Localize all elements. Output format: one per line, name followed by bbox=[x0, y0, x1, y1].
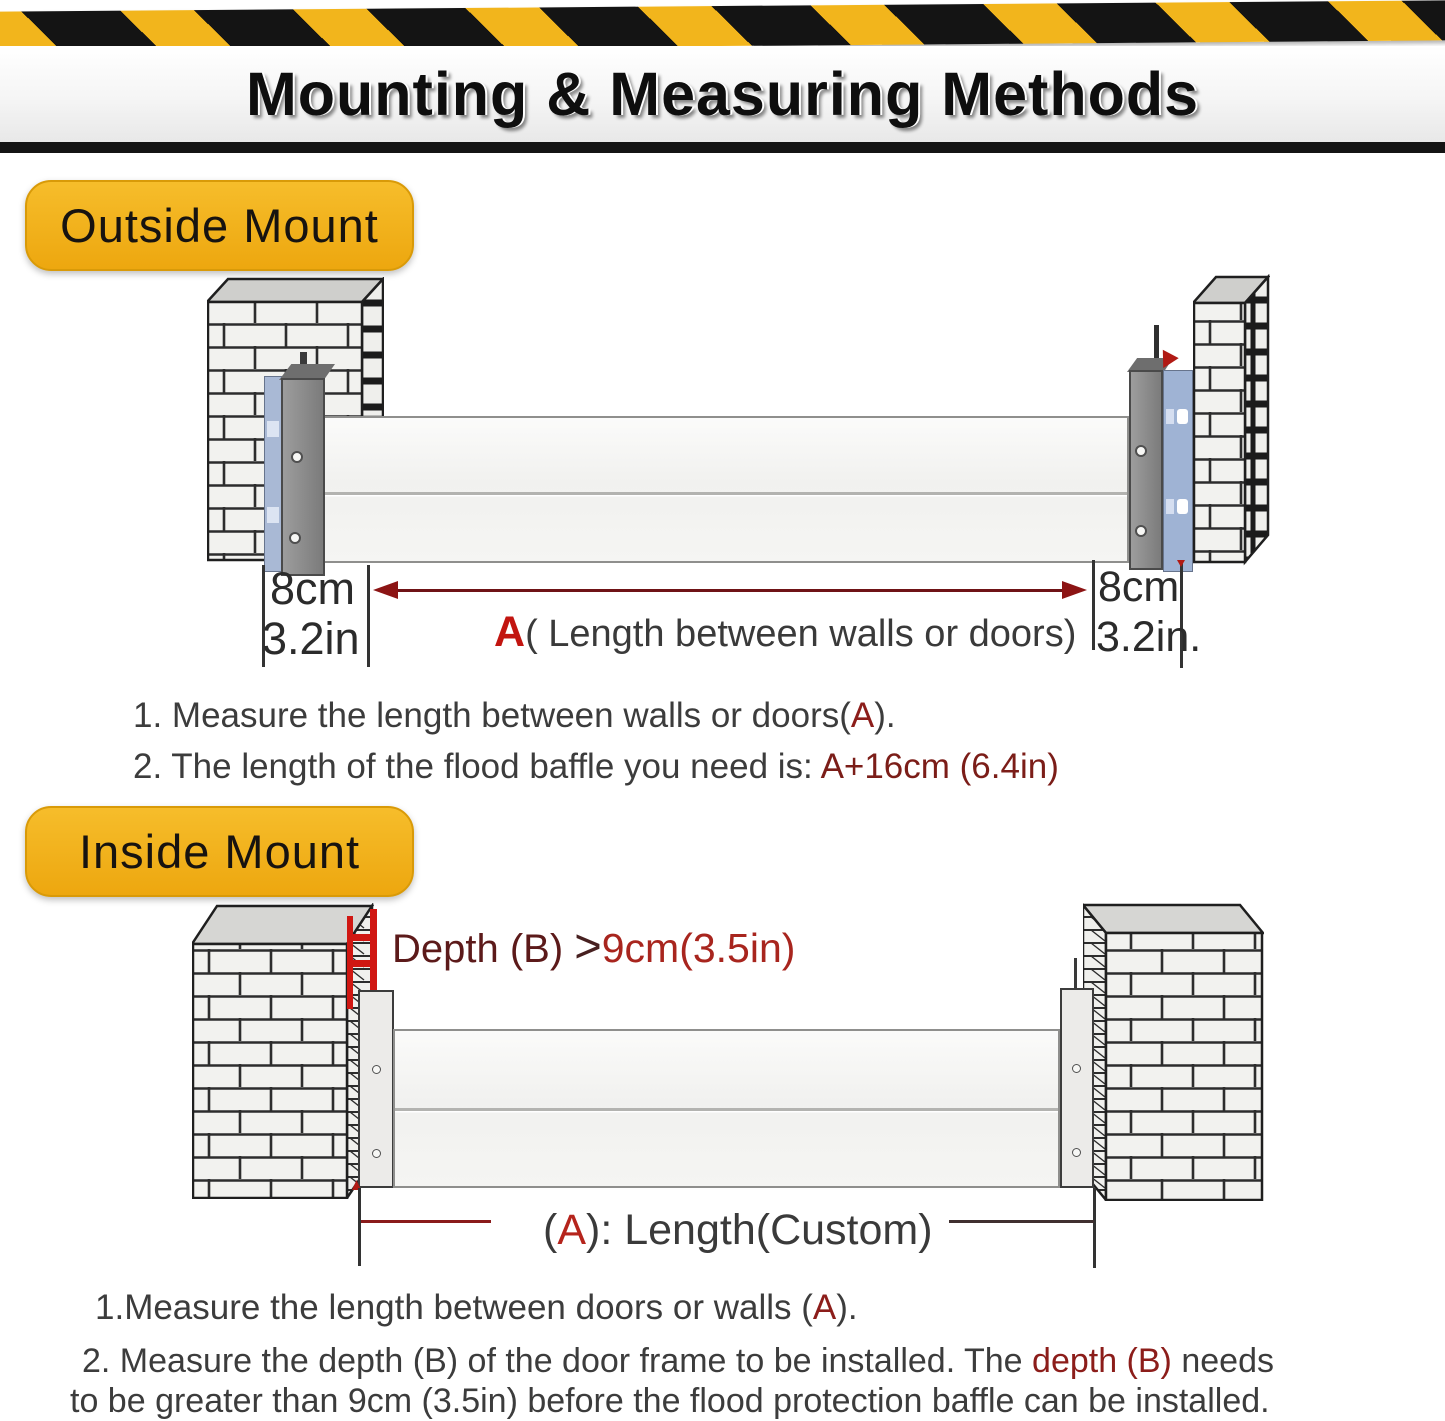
dim-tick bbox=[1093, 1188, 1096, 1268]
seal-pad bbox=[267, 421, 279, 437]
cap-pin-right bbox=[1074, 958, 1077, 990]
label-text: ): Length(Custom) bbox=[586, 1206, 933, 1254]
seal-pad bbox=[1166, 409, 1174, 424]
label-a-text: ( Length between walls or doors) bbox=[525, 613, 1077, 655]
dim-tick bbox=[358, 1188, 361, 1266]
length-a-label bbox=[494, 608, 1076, 657]
brick-pillar-outside-right bbox=[1193, 274, 1270, 566]
flood-barrier-panel-inside bbox=[393, 1029, 1060, 1188]
label-a-red: A bbox=[557, 1206, 587, 1254]
flood-barrier-panel-outside bbox=[323, 416, 1129, 563]
greater-than-sign: > bbox=[574, 919, 602, 972]
screw-hole bbox=[372, 1065, 381, 1074]
outside-mount-badge-label: Outside Mount bbox=[60, 199, 379, 252]
mount-channel-right bbox=[1129, 370, 1163, 570]
screw-hole bbox=[1135, 525, 1147, 537]
outside-step-1 bbox=[133, 696, 896, 736]
end-cap-right bbox=[1060, 988, 1094, 1188]
inside-step-2-line-2 bbox=[70, 1382, 1270, 1421]
arrowhead-right-icon bbox=[1062, 581, 1087, 599]
depth-bracket-rung bbox=[347, 960, 377, 967]
screw-hole bbox=[1135, 445, 1147, 457]
step-text: needs bbox=[1171, 1342, 1274, 1380]
seal-pad bbox=[1177, 409, 1188, 424]
step-highlight: depth (B) bbox=[1032, 1342, 1172, 1380]
depth-label bbox=[392, 918, 795, 973]
dim-tick bbox=[1092, 560, 1095, 650]
inside-mount-badge bbox=[25, 806, 414, 897]
length-arrow-line bbox=[396, 589, 1066, 592]
seal-strip-left bbox=[264, 376, 282, 572]
mount-channel-left bbox=[281, 378, 325, 576]
depth-label-text: Depth (B) bbox=[392, 927, 575, 971]
seal-pad bbox=[1166, 499, 1174, 514]
dim-left-cm: 8cm bbox=[270, 563, 356, 614]
outside-mount-badge bbox=[25, 180, 414, 271]
step-text: 1.Measure the length between doors or walls ( bbox=[95, 1288, 813, 1327]
outside-step-2 bbox=[133, 747, 1059, 787]
custom-length-label bbox=[543, 1206, 933, 1255]
panel-seam bbox=[395, 1108, 1058, 1111]
seal-pad bbox=[1177, 499, 1188, 514]
depth-value: 9cm(3.5in) bbox=[601, 925, 796, 971]
step-text: 2. Measure the depth (B) of the door frame to be installed. The bbox=[82, 1342, 1033, 1380]
screw-hole bbox=[289, 532, 301, 544]
screw-hole bbox=[372, 1149, 381, 1158]
dim-right-cm: 8cm bbox=[1098, 563, 1180, 611]
inside-mount-badge-label: Inside Mount bbox=[78, 825, 361, 878]
step-a: A bbox=[850, 696, 875, 735]
title-banner bbox=[0, 46, 1445, 142]
arrowhead-left-icon bbox=[373, 581, 398, 599]
dim-left-in: 3.2in bbox=[262, 613, 360, 664]
inside-step-2-line-1 bbox=[82, 1342, 1274, 1381]
label-a-red: A bbox=[494, 608, 526, 656]
dim-tick bbox=[367, 565, 370, 667]
step-value: A+16cm (6.4in) bbox=[820, 747, 1059, 786]
step-text: 1. Measure the length between walls or doors( bbox=[133, 696, 851, 735]
hazard-stripe-banner bbox=[0, 0, 1445, 52]
seal-strip-right bbox=[1163, 370, 1193, 572]
dim-line-right bbox=[949, 1220, 1094, 1223]
screw-hole bbox=[1072, 1148, 1081, 1157]
screw-hole bbox=[1072, 1064, 1081, 1073]
screw-hole bbox=[291, 451, 303, 463]
step-text: ). bbox=[874, 696, 896, 735]
brick-pillar-inside-right bbox=[1083, 903, 1264, 1201]
label-text: ( bbox=[543, 1206, 558, 1254]
end-cap-left bbox=[358, 990, 394, 1188]
dim-line-left bbox=[361, 1220, 491, 1223]
step-text: to be greater than 9cm (3.5in) before the flood protection baffle can be installed. bbox=[70, 1382, 1270, 1420]
inside-step-1 bbox=[95, 1288, 858, 1328]
dim-right-in: 3.2in. bbox=[1096, 613, 1202, 661]
step-text: 2. The length of the flood baffle you need is: bbox=[133, 747, 821, 786]
depth-bracket-rung bbox=[347, 934, 377, 941]
seal-pad bbox=[267, 507, 279, 523]
step-text: ). bbox=[836, 1288, 858, 1327]
page-title: Mounting & Measuring Methods bbox=[245, 60, 1200, 128]
panel-seam bbox=[325, 492, 1127, 495]
banner-divider bbox=[0, 142, 1445, 153]
step-a: A bbox=[812, 1288, 837, 1327]
